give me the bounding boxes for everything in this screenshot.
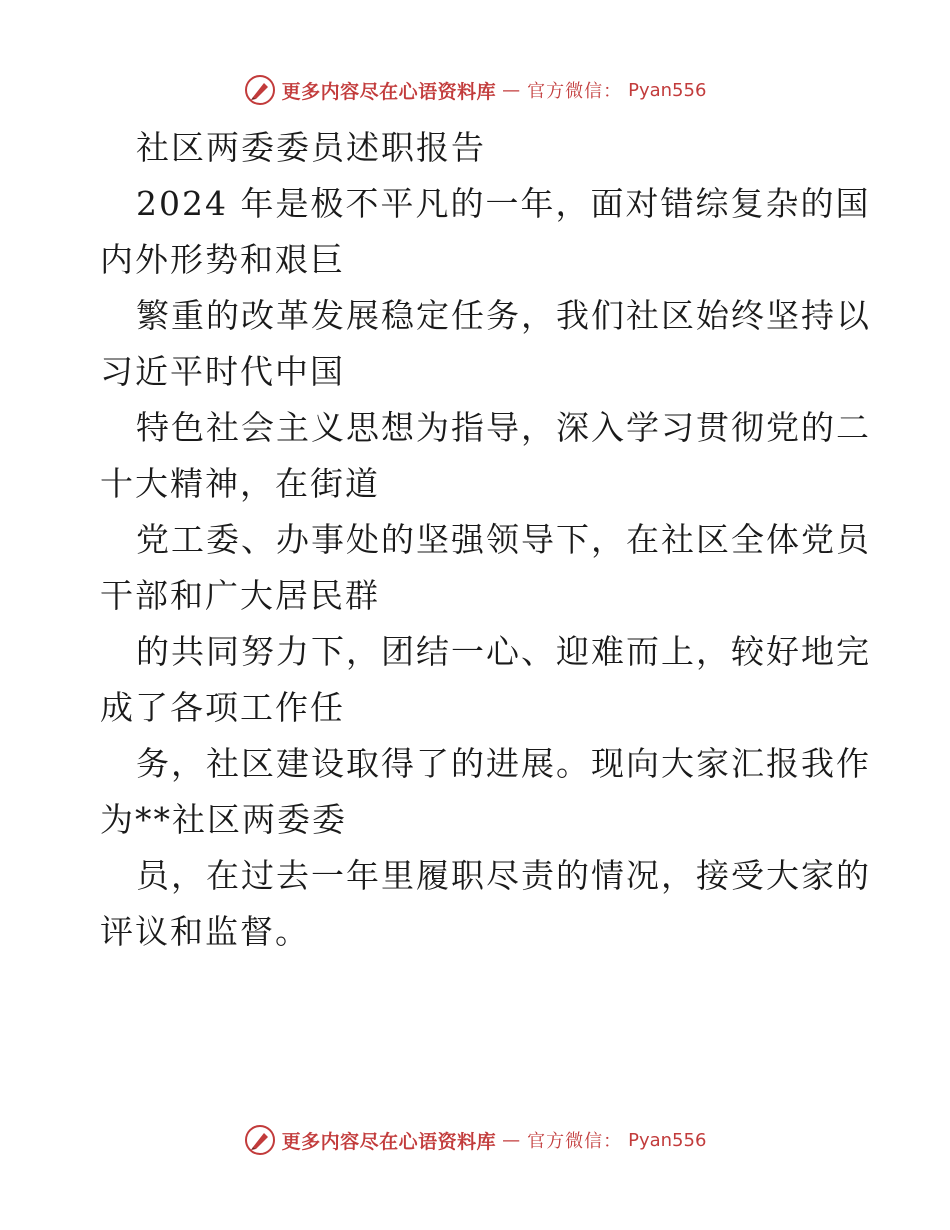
body-line: 干部和广大居民群 xyxy=(100,576,380,615)
body-line: 务，社区建设取得了的进展。现向大家汇报我作 xyxy=(136,744,871,783)
body-line: 员，在过去一年里履职尽责的情况，接受大家的 xyxy=(136,856,871,895)
banner-main-text: 更多内容尽在心语资料库 xyxy=(281,80,497,103)
banner-separator: — xyxy=(502,79,522,101)
banner-handle: Pyan556 xyxy=(628,1129,707,1151)
document-body xyxy=(100,120,871,960)
banner-separator: — xyxy=(502,1129,522,1151)
banner-sub-text: 官方微信： xyxy=(527,1131,623,1152)
body-line: 内外形势和艰巨 xyxy=(100,240,345,279)
header-watermark-banner xyxy=(0,70,950,110)
body-line: 十大精神，在街道 xyxy=(100,464,380,503)
body-line: 成了各项工作任 xyxy=(100,688,345,727)
pen-nib-icon xyxy=(244,74,276,106)
pen-nib-icon xyxy=(244,1124,276,1156)
body-line: 党工委、办事处的坚强领导下，在社区全体党员 xyxy=(136,520,871,559)
document-title: 社区两委委员述职报告 xyxy=(136,128,486,167)
body-line: 2024 年是极不平凡的一年，面对错综复杂的国 xyxy=(136,184,871,223)
body-line: 为**社区两委委 xyxy=(100,800,347,839)
banner-sub-text: 官方微信： xyxy=(527,81,623,102)
body-line: 的共同努力下，团结一心、迎难而上，较好地完 xyxy=(136,632,871,671)
body-line: 习近平时代中国 xyxy=(100,352,345,391)
footer-watermark-banner xyxy=(0,1120,950,1160)
body-line: 特色社会主义思想为指导，深入学习贯彻党的二 xyxy=(136,408,871,447)
body-line: 评议和监督。 xyxy=(100,912,310,951)
body-line: 繁重的改革发展稳定任务，我们社区始终坚持以 xyxy=(136,296,871,335)
banner-main-text: 更多内容尽在心语资料库 xyxy=(281,1130,497,1153)
banner-handle: Pyan556 xyxy=(628,79,707,101)
